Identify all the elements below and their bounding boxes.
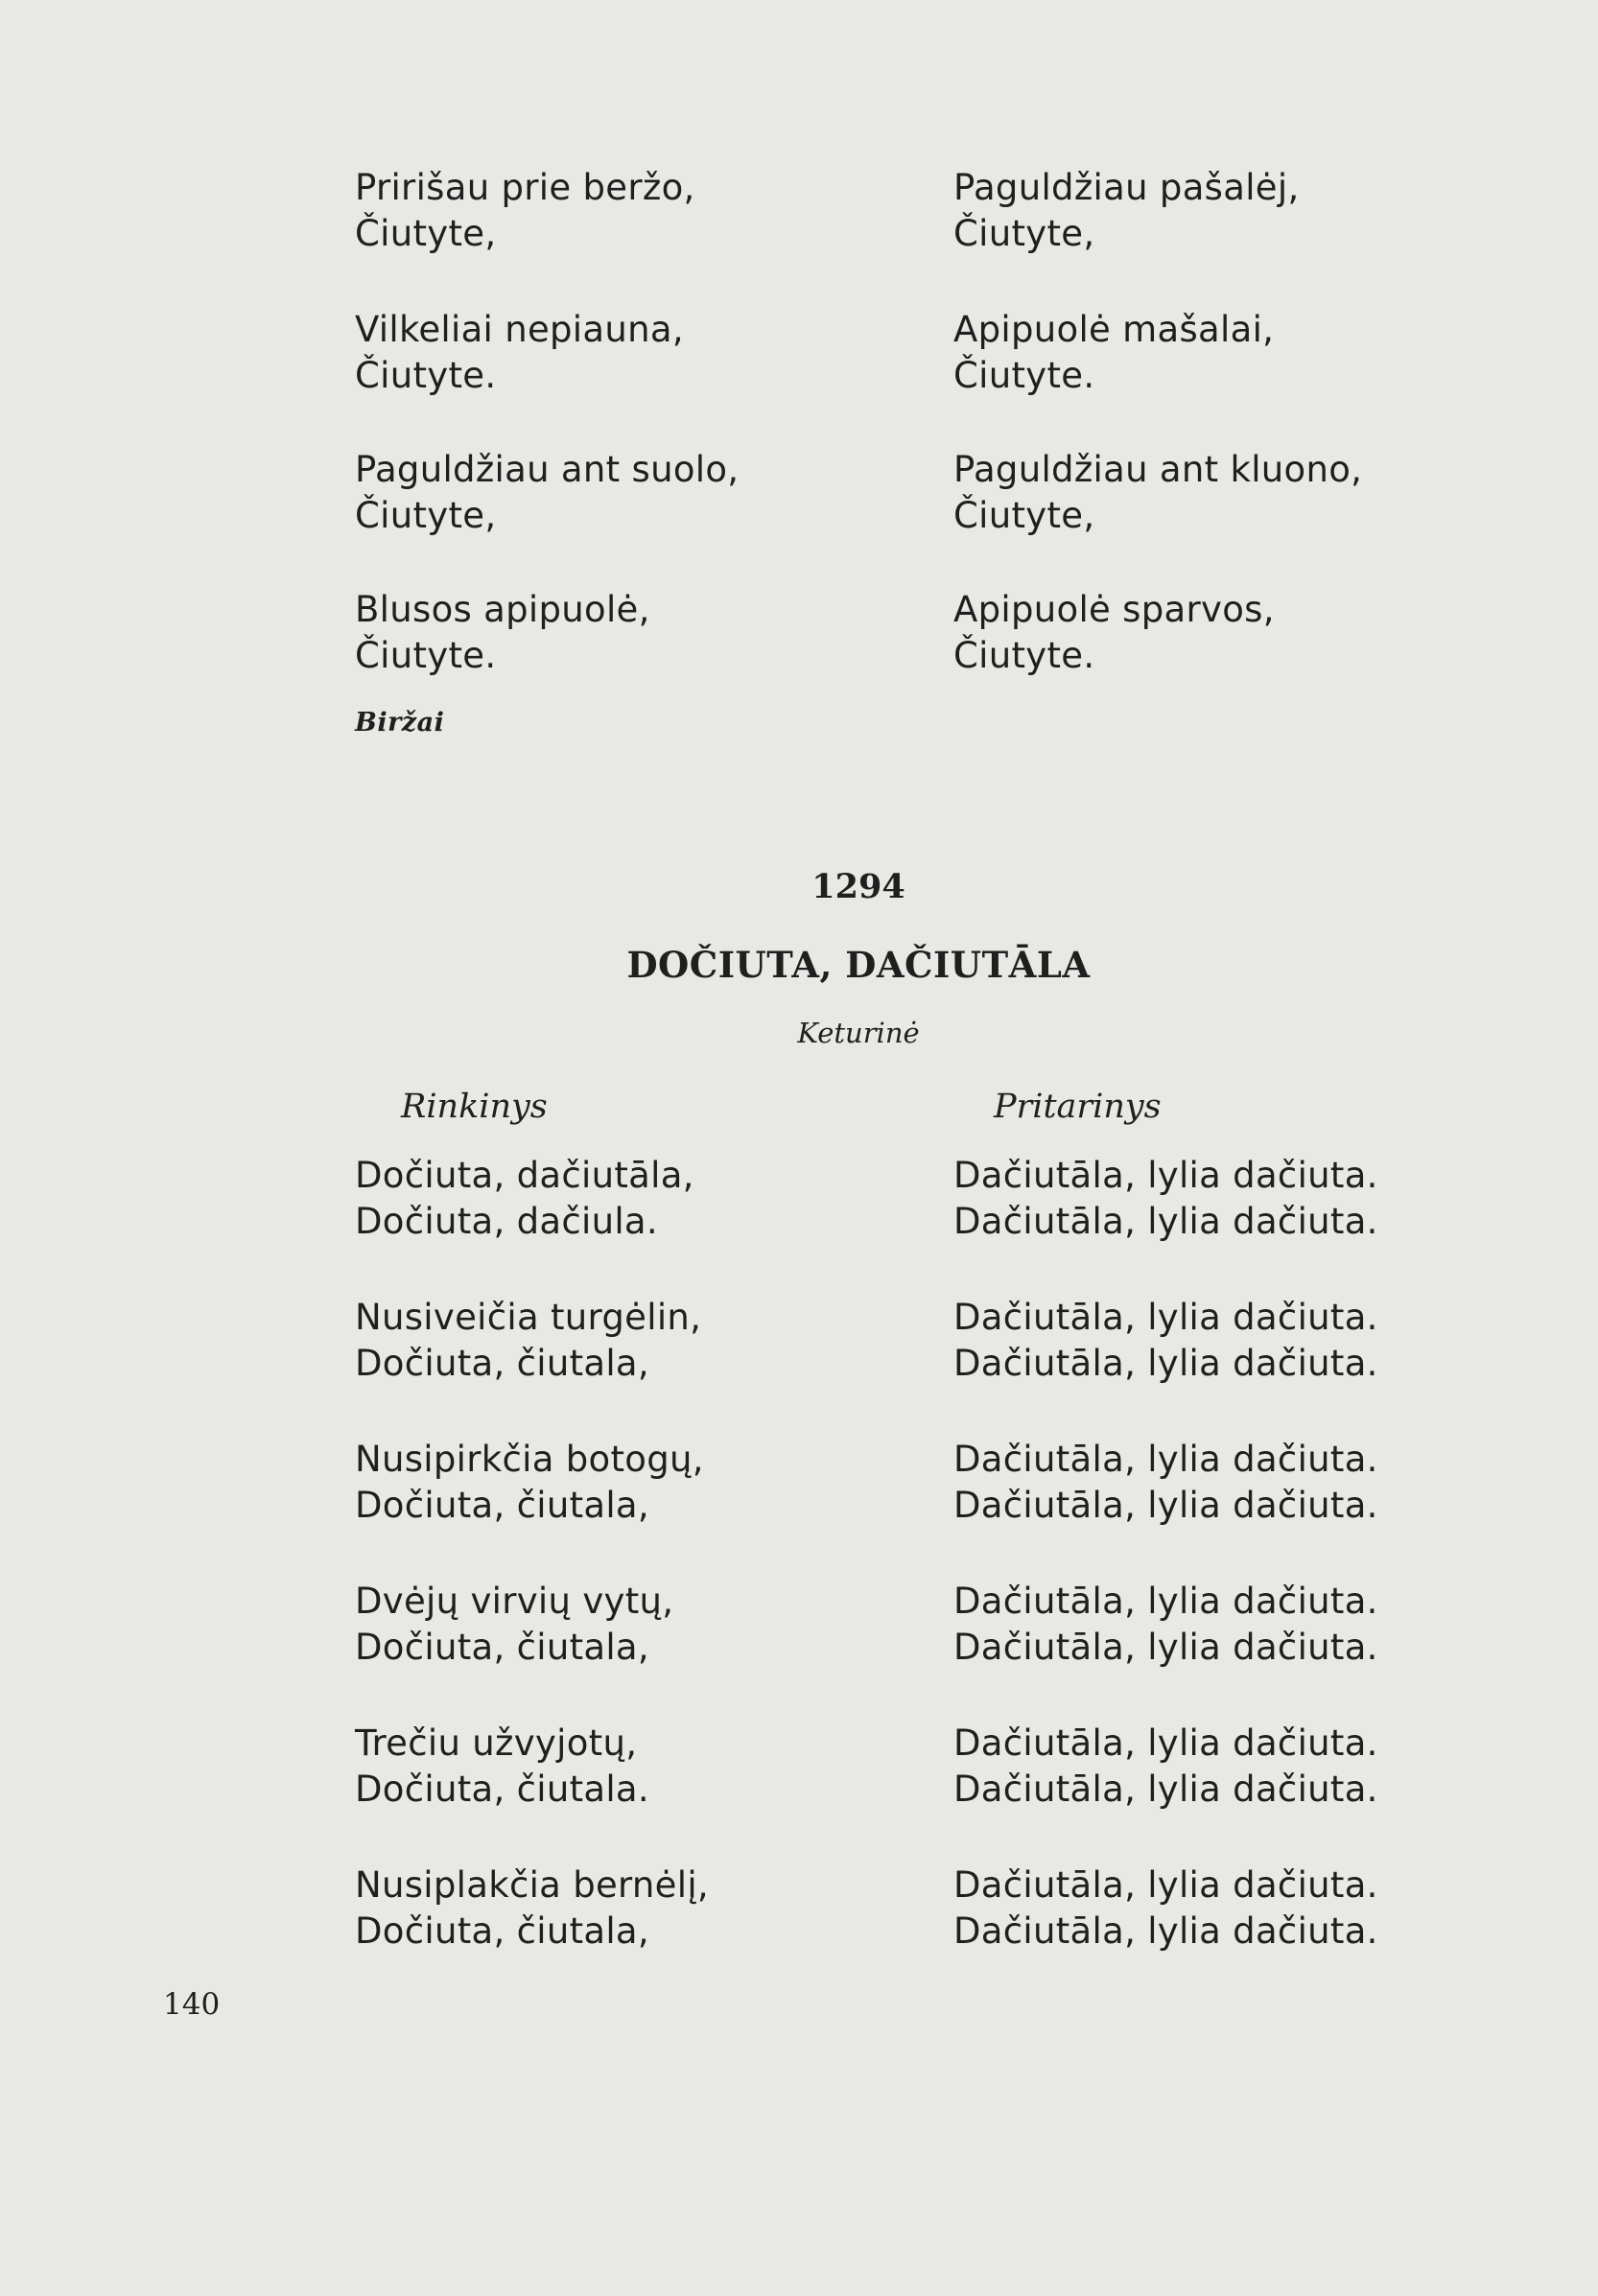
verse-line: Nusipirkčia botogų,	[355, 1439, 704, 1480]
verse-line: Dačiutāla, lylia dačiuta.	[953, 1627, 1378, 1668]
verse-line: Dačiutāla, lylia dačiuta.	[953, 1769, 1378, 1810]
verse-line: Dočiuta, čiutala,	[355, 1343, 649, 1384]
stanza	[953, 165, 1300, 257]
verse-line: Čiutyte.	[953, 635, 1095, 676]
verse-line: Paguldžiau ant kluono,	[953, 449, 1363, 490]
verse-line: Apipuolė mašalai,	[953, 309, 1275, 350]
stanza	[355, 1153, 694, 1245]
verse-line: Paguldžiau ant suolo,	[355, 449, 740, 490]
stanza	[953, 1579, 1378, 1671]
verse-line: Dačiutāla, lylia dačiuta.	[953, 1297, 1378, 1338]
song-title: DOČIUTA, DAČIUTĀLA	[626, 944, 1091, 986]
verse-line: Nusiveičia turgėlin,	[355, 1297, 702, 1338]
stanza	[355, 1863, 709, 1955]
verse-line: Dačiutāla, lylia dačiuta.	[953, 1910, 1378, 1952]
stanza	[355, 1437, 704, 1529]
stanza	[355, 1579, 673, 1671]
page-number: 140	[163, 1987, 221, 2022]
verse-line: Dačiutāla, lylia dačiuta.	[953, 1485, 1378, 1526]
verse-line: Dačiutāla, lylia dačiuta.	[953, 1864, 1378, 1906]
stanza	[953, 1153, 1378, 1245]
stanza	[355, 165, 695, 257]
song-type: Keturinė	[797, 1017, 920, 1049]
verse-line: Dačiutāla, lylia dačiuta.	[953, 1155, 1378, 1196]
verse-line: Dočiuta, čiutala,	[355, 1627, 649, 1668]
verse-line: Vilkeliai nepiauna,	[355, 309, 684, 350]
verse-line: Dačiutāla, lylia dačiuta.	[953, 1439, 1378, 1480]
verse-line: Dočiuta, dačiutāla,	[355, 1155, 694, 1196]
verse-line: Čiutyte,	[953, 213, 1095, 254]
stanza	[355, 447, 739, 539]
verse-line: Dačiutāla, lylia dačiuta.	[953, 1722, 1378, 1764]
stanza	[355, 1721, 649, 1813]
stanza	[355, 307, 684, 399]
verse-line: Trečiu užvyjotų,	[355, 1722, 638, 1764]
verse-line: Dočiuta, čiutala,	[355, 1485, 649, 1526]
verse-line: Dočiuta, dačiula.	[355, 1201, 658, 1242]
verse-line: Nusiplakčia bernėlį,	[355, 1864, 709, 1906]
verse-line: Dvėjų virvių vytų,	[355, 1581, 674, 1622]
column-heading-left: Rinkinys	[401, 1088, 548, 1126]
stanza	[953, 1295, 1378, 1387]
verse-line: Dačiutāla, lylia dačiuta.	[953, 1581, 1378, 1622]
verse-line: Blusos apipuolė,	[355, 589, 650, 630]
stanza	[953, 447, 1362, 539]
stanza	[953, 307, 1274, 399]
verse-line: Čiutyte.	[355, 635, 497, 676]
verse-line: Čiutyte,	[355, 495, 497, 536]
place-label: Biržai	[355, 708, 445, 738]
verse-line: Dočiuta, čiutala.	[355, 1769, 649, 1810]
stanza	[355, 587, 650, 679]
verse-line: Dačiutāla, lylia dačiuta.	[953, 1343, 1378, 1384]
verse-line: Dočiuta, čiutala,	[355, 1910, 649, 1952]
verse-line: Čiutyte,	[953, 495, 1095, 536]
stanza	[953, 1721, 1378, 1813]
song-number: 1294	[811, 867, 905, 906]
stanza	[953, 1863, 1378, 1955]
verse-line: Pririšau prie beržo,	[355, 167, 695, 208]
verse-line: Čiutyte,	[355, 213, 497, 254]
verse-line: Paguldžiau pašalėj,	[953, 167, 1300, 208]
verse-line: Apipuolė sparvos,	[953, 589, 1275, 630]
stanza	[953, 1437, 1378, 1529]
stanza	[953, 587, 1275, 679]
verse-line: Čiutyte.	[953, 355, 1095, 396]
column-heading-right: Pritarinys	[994, 1088, 1162, 1126]
verse-line: Dačiutāla, lylia dačiuta.	[953, 1201, 1378, 1242]
verse-line: Čiutyte.	[355, 355, 497, 396]
stanza	[355, 1295, 701, 1387]
